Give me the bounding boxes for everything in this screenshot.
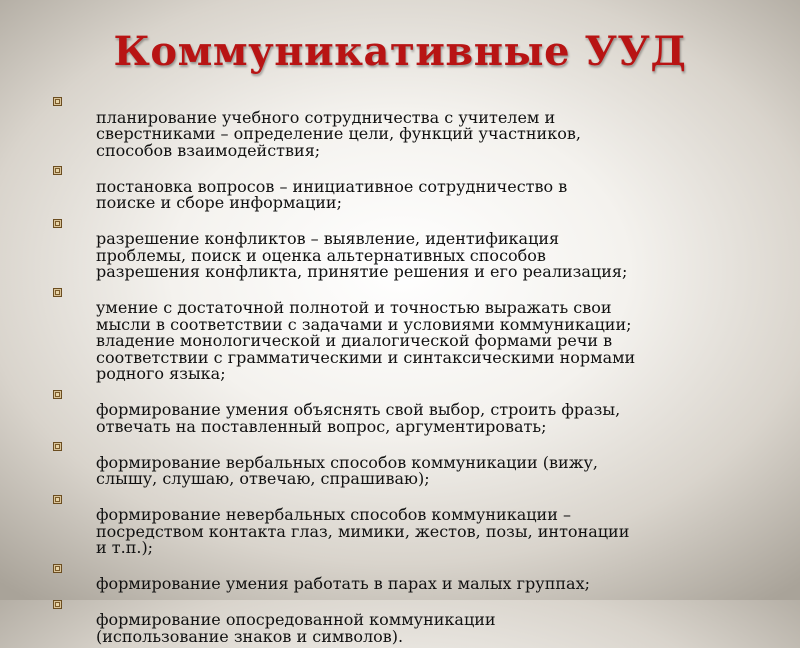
bullet-item	[52, 560, 764, 593]
bullet-item	[52, 438, 764, 488]
square-bullet-icon	[54, 391, 61, 398]
square-bullet-icon	[54, 565, 61, 572]
bullet-item	[52, 215, 764, 281]
bullet-item	[52, 386, 764, 436]
bullet-list	[52, 93, 764, 648]
square-bullet-icon	[54, 443, 61, 450]
bullet-text: формирование вербальных способов коммуникации (вижу, слышу, слушаю, отвечаю, спрашиваю);	[96, 452, 598, 488]
square-bullet-icon	[54, 601, 61, 608]
bullet-item	[52, 93, 764, 159]
square-bullet-icon	[54, 167, 61, 174]
bullet-text: формирование умения работать в парах и малых группах;	[96, 574, 590, 593]
bullet-text: формирование невербальных способов коммуникации – посредством контакта глаз, мимики, жестов, позы, интонации и т.п.);	[96, 505, 630, 557]
bullet-item	[52, 162, 764, 212]
bullet-text: планирование учебного сотрудничества с учителем и сверстниками – определение цели, функций участников, способов взаимодействия;	[96, 107, 581, 160]
square-bullet-icon	[54, 220, 61, 227]
bullet-item	[52, 596, 764, 646]
bullet-text: умение с достаточной полнотой и точностью выражать свои мысли в соответствии с задачами и условиями коммуникации; владение монологической и диалогической формами речи в соответствии с грамматическими и синтаксическими нормами родного языка;	[96, 298, 636, 383]
bullet-item	[52, 284, 764, 383]
bullet-text: постановка вопросов – инициативное сотрудничество в поиске и сборе информации;	[96, 176, 568, 212]
square-bullet-icon	[54, 289, 61, 296]
square-bullet-icon	[54, 98, 61, 105]
bullet-text: формирование умения объяснять свой выбор, строить фразы, отвечать на поставленный вопрос, аргументировать;	[96, 400, 621, 436]
bullet-text: разрешение конфликтов – выявление, идентификация проблемы, поиск и оценка альтернативных способов разрешения конфликта, принятие решения и его реализация;	[96, 229, 628, 281]
bullet-text: формирование опосредованной коммуникации (использование знаков и символов).	[96, 610, 496, 646]
square-bullet-icon	[54, 496, 61, 503]
bullet-item	[52, 491, 764, 557]
slide-title: Коммуникативные УУД	[113, 28, 687, 75]
